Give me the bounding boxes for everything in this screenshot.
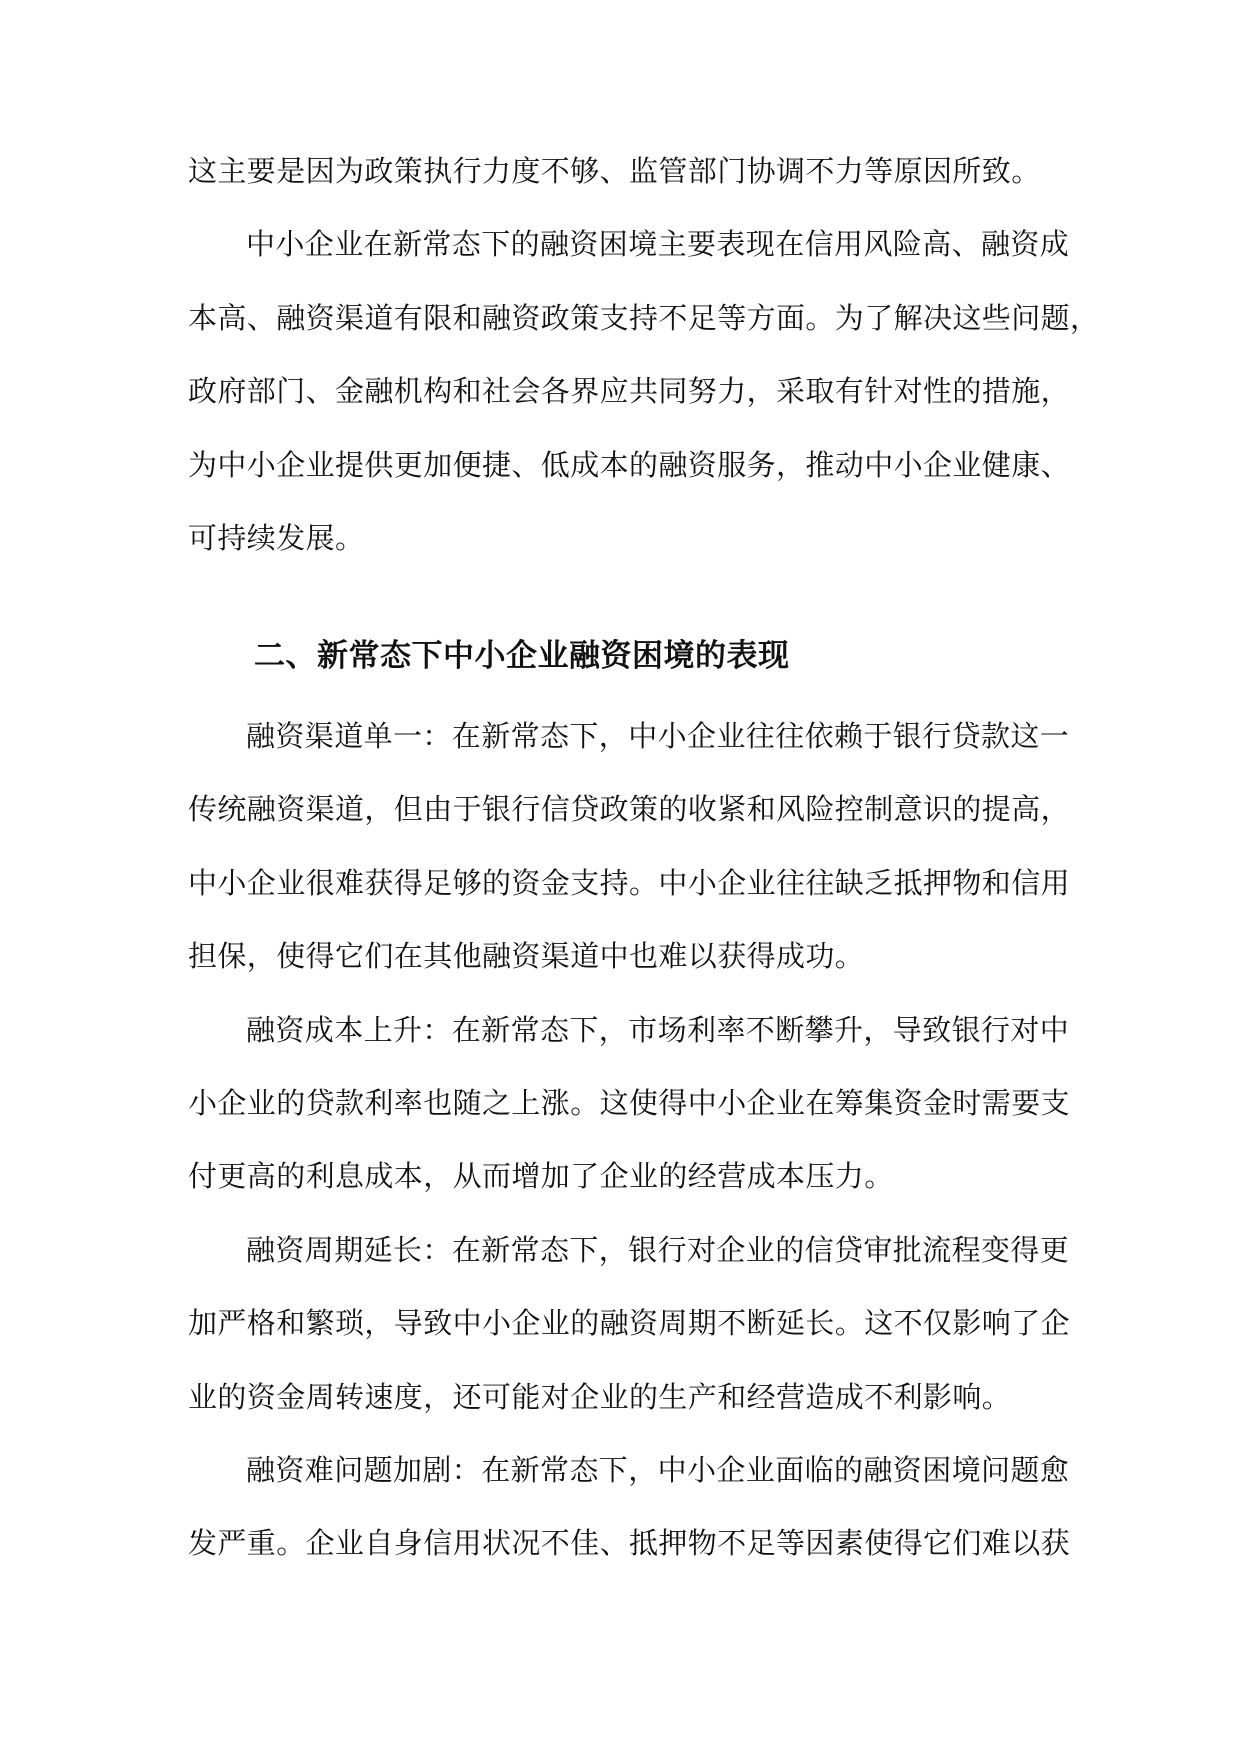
text-line: 小企业的贷款利率也随之上涨。这使得中小企业在筹集资金时需要支 (188, 1085, 1071, 1120)
section-paragraphs (188, 700, 1071, 1581)
text-line: 可持续发展。 (188, 520, 365, 555)
text-line: 中小企业很难获得足够的资金支持。中小企业往往缺乏抵押物和信用 (188, 865, 1071, 900)
text-line: 融资周期延长：在新常态下，银行对企业的信贷审批流程变得更 (246, 1232, 1070, 1267)
text-line: 为中小企业提供更加便捷、低成本的融资服务，推动中小企业健康、 (188, 447, 1071, 482)
text-line: 传统融资渠道，但由于银行信贷政策的收紧和风险控制意识的提高， (188, 792, 1071, 827)
text-line: 政府部门、金融机构和社会各界应共同努力，采取有针对性的措施， (188, 374, 1071, 409)
text-line: 融资难问题加剧：在新常态下，中小企业面临的融资困境问题愈 (246, 1452, 1070, 1487)
section-heading: 二、新常态下中小企业融资困境的表现 (254, 638, 790, 674)
text-line: 担保，使得它们在其他融资渠道中也难以获得成功。 (188, 939, 865, 974)
text-line: 融资成本上升：在新常态下，市场利率不断攀升，导致银行对中 (246, 1012, 1070, 1047)
text-line: 这主要是因为政策执行力度不够、监管部门协调不力等原因所致。 (188, 154, 1041, 188)
text-line: 发严重。企业自身信用状况不佳、抵押物不足等因素使得它们难以获 (188, 1526, 1071, 1561)
text-line: 中小企业在新常态下的融资困境主要表现在信用风险高、融资成 (246, 227, 1070, 262)
text-line: 业的资金周转速度，还可能对企业的生产和经营造成不利影响。 (188, 1379, 1012, 1414)
text-line: 加严格和繁琐，导致中小企业的融资周期不断延长。这不仅影响了企 (188, 1306, 1071, 1341)
text-line: 付更高的利息成本，从而增加了企业的经营成本压力。 (188, 1159, 894, 1194)
text-line: 本高、融资渠道有限和融资政策支持不足等方面。为了解决这些问题， (188, 300, 1100, 335)
text-line: 融资渠道单一：在新常态下，中小企业往往依赖于银行贷款这一 (246, 719, 1070, 753)
intro-paragraphs (188, 135, 1100, 575)
